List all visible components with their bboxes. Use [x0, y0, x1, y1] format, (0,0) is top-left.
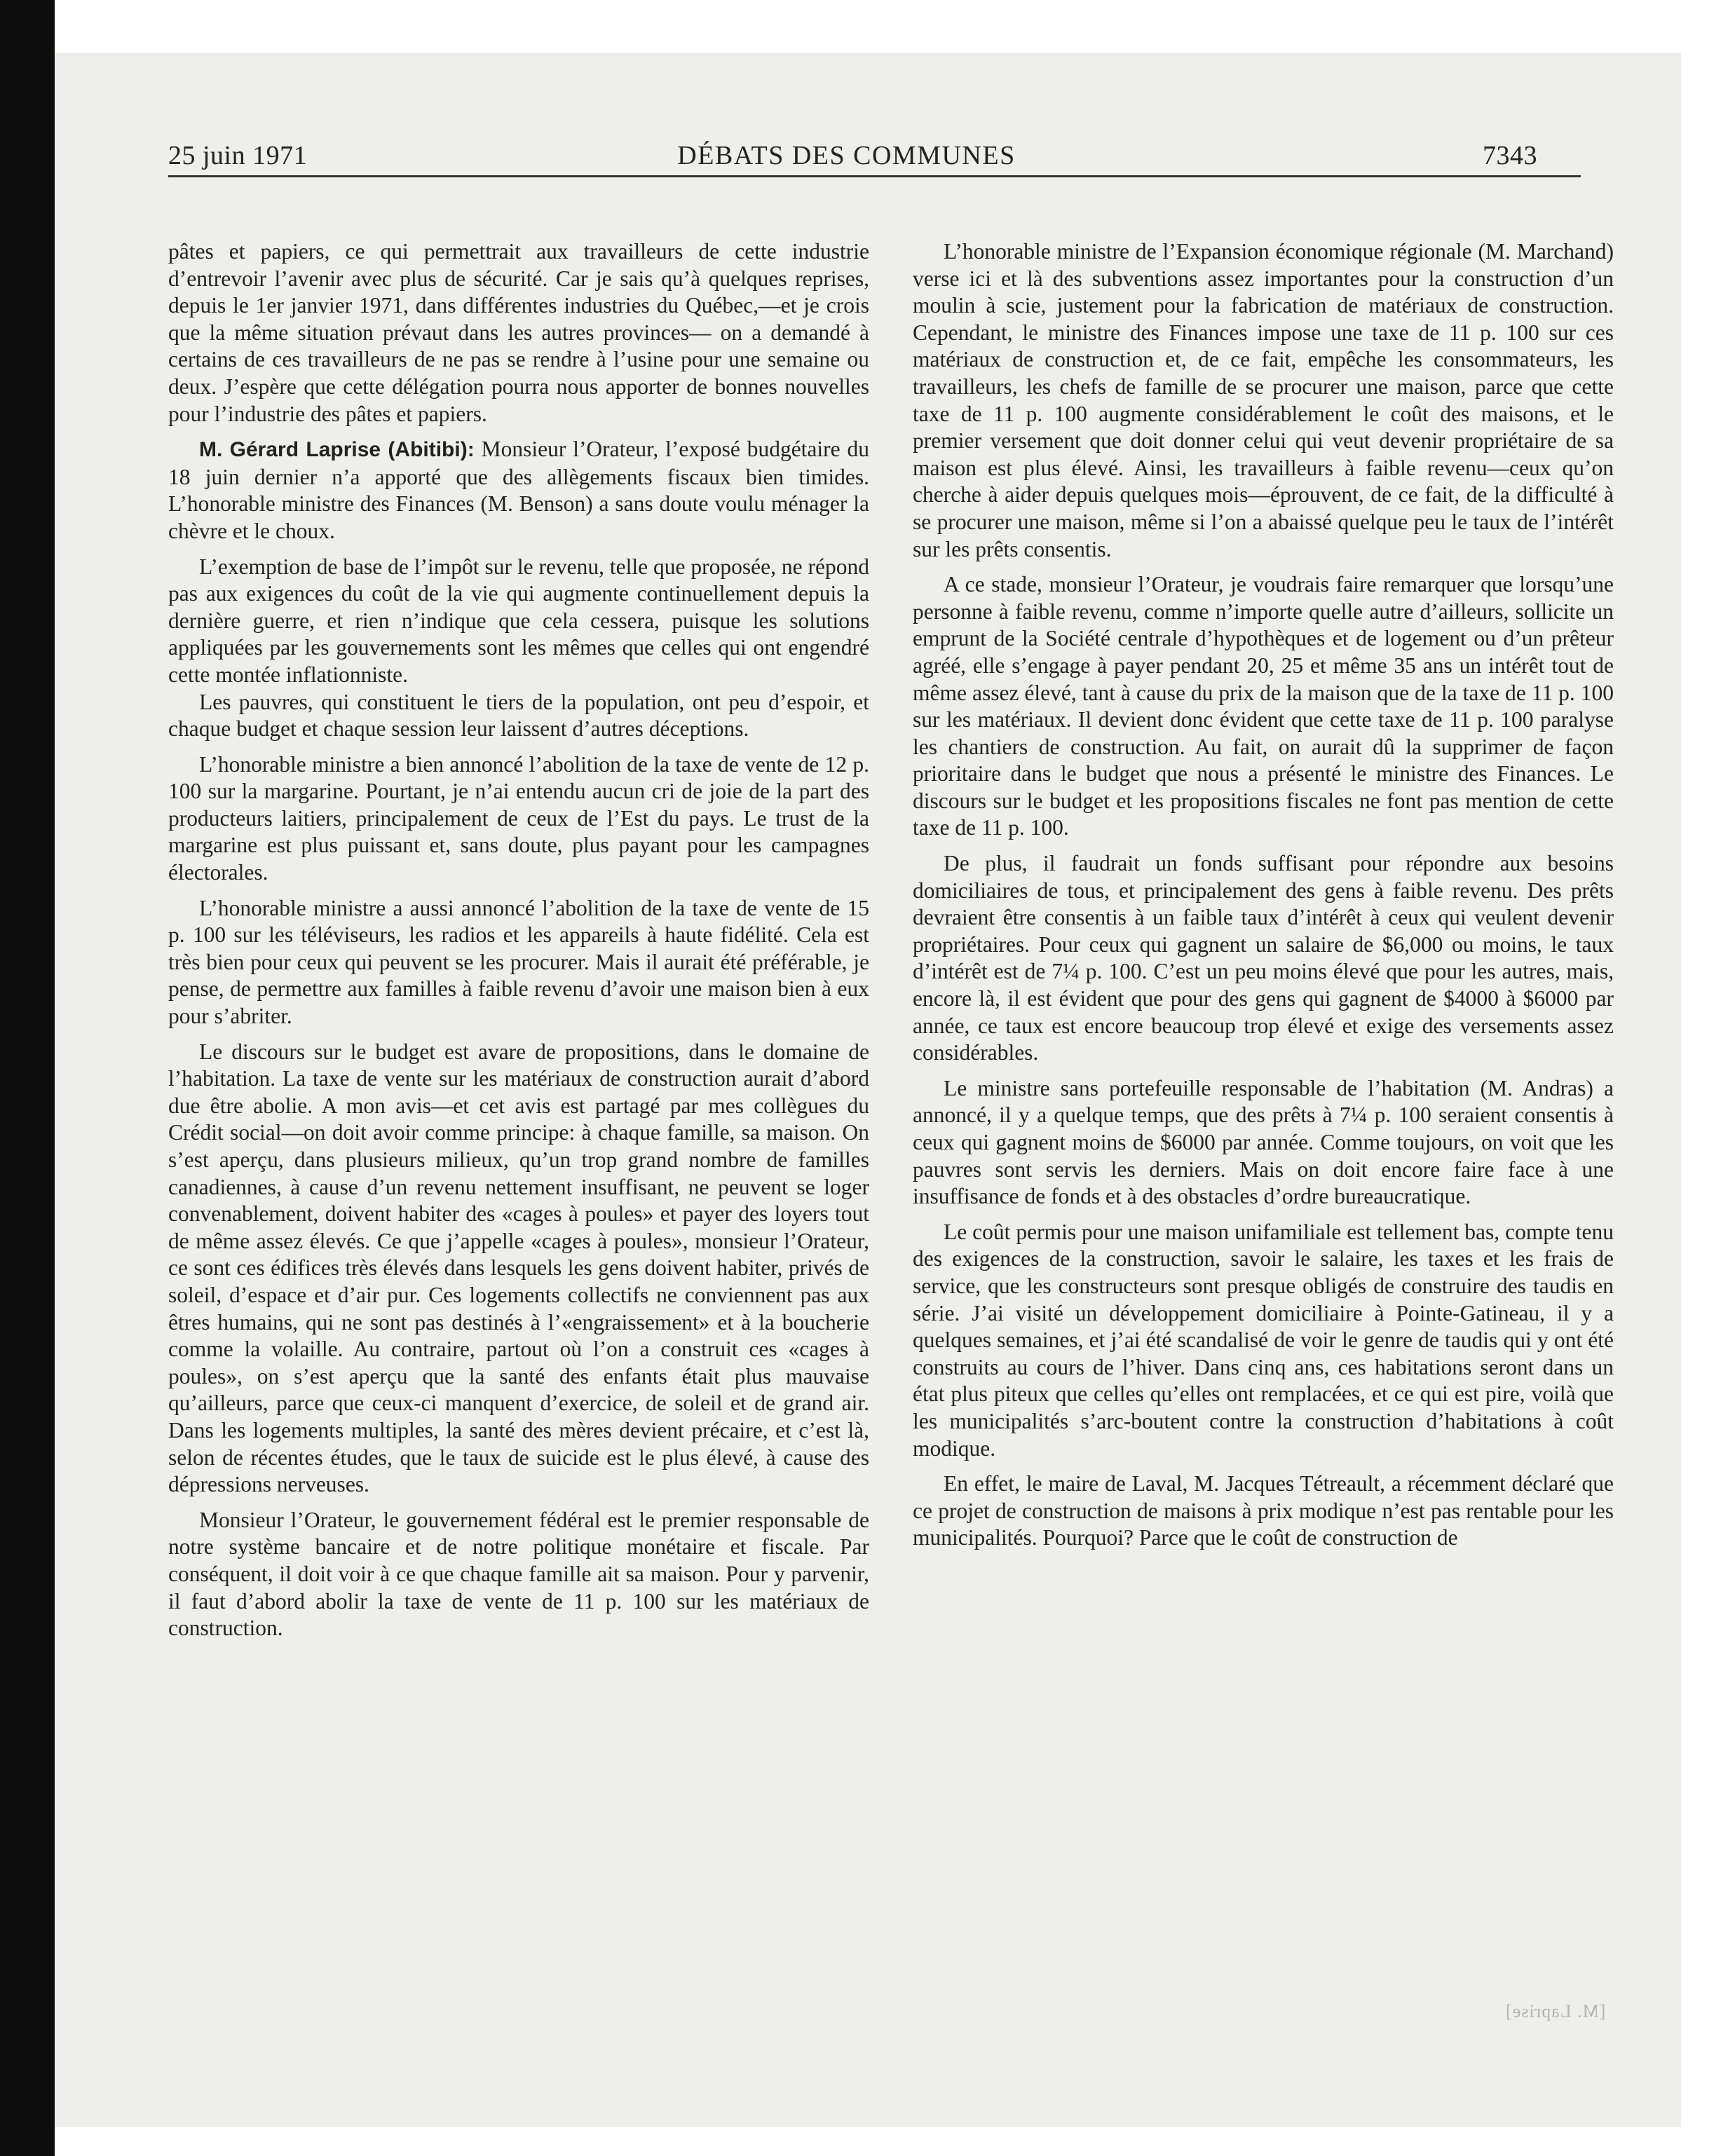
header-page-number: 7343 — [1483, 141, 1537, 170]
scan-border — [0, 0, 55, 2156]
paragraph: L’exemption de base de l’impôt sur le revenu, telle que proposée, ne répond pas aux exigences du coût de la vie qui augmente continuellement depuis la dernière guerre, et rien n’indique que cela cessera, puisque les solutions appliquées par les gouvernements sont les mêmes que celles qui ont engendré cette montée inflationniste. — [168, 554, 869, 687]
paragraph: A ce stade, monsieur l’Orateur, je voudrais faire remarquer que lorsqu’une personne à faible revenu, comme n’importe quelle autre d’ailleurs, sollicite un emprunt de la Société centrale d’hypothèques et de logement ou d’un prêteur agréé, elle s’engage à payer pendant 20, 25 et même 35 ans un intérêt tout de même assez élevé, tant à cause du prix de la maison que de la taxe de 11 p. 100 sur les matériaux. Il devient donc évident que cette taxe de 11 p. 100 paralyse les chantiers de construction. Au fait, on aurait dû la supprimer de façon prioritaire dans le budget que nous a présenté le ministre des Finances. Le discours sur le budget et les propositions fiscales ne font pas mention de cette taxe de 11 p. 100. — [913, 572, 1614, 840]
page-header — [112, 86, 1581, 170]
paragraph: L’honorable ministre de l’Expansion économique régionale (M. Marchand) verse ici et là des subventions assez importantes pour la construction d’un moulin à scie, justement pour la fabrication de matériaux de construction. Cependant, le ministre des Finances impose une taxe de 11 p. 100 sur ces matériaux de construction et, de ce fait, empêche les consommateurs, les travailleurs, les chefs de famille de se procurer une maison, parce que cette taxe de 11 p. 100 augmente considérablement le coût des maisons, et le premier versement que doit donner celui qui veut devenir propriétaire de sa maison est plus élevé. Ainsi, les travailleurs à faible revenu—ceux qu’on cherche à aider depuis quelques mois—éprouvent, de ce fait, de la difficulté à se procurer une maison, même si l’on a abaissé quelque peu le taux de l’intérêt sur les prêts consentis. — [913, 239, 1614, 561]
paragraph: Le discours sur le budget est avare de propositions, dans le domaine de l’habitation. La taxe de vente sur les matériaux de construction aurait d’abord due être abolie. A mon avis—et cet avis est partagé par mes collègues du Crédit social—on doit avoir comme principe: à chaque famille, sa maison. On s’est aperçu, dans plusieurs milieux, qu’un trop grand nombre de familles canadiennes, à cause d’un revenu nettement insuffisant, ne peuvent se loger convenablement, doivent habiter des «cages à poules» et payer des loyers tout de même assez élevés. Ce que j’appelle «cages à poules», monsieur l’Orateur, ce sont ces édifices très élevés dans lesquels les gens doivent habiter, privés de soleil, d’espace et d’air pur. Ces logements collectifs ne conviennent pas aux êtres humains, qui ne sont pas destinés à l’«engraissement» et à la boucherie comme la volaille. Au contraire, partout où l’on a construit ces «cages à poules», on s’est aperçu que la santé des enfants était plus mauvaise qu’ailleurs, parce que ceux-ci manquent d’exercice, de soleil et de grand air. Dans les logements multiples, la santé des mères devient précaire, et c’est là, selon de récentes études, que le taux de suicide est le plus élevé, à cause des dépressions nerveuses. — [168, 1039, 869, 1497]
paragraph: Le ministre sans portefeuille responsable de l’habitation (M. Andras) a annoncé, il y a quelque temps, que des prêts à 7¼ p. 100 seraient consentis à ceux qui gagnent moins de $6000 par année. Comme toujours, on voit que les pauvres sont servis les derniers. Mais on doit encore faire face à une insuffisance de fonds et à des obstacles d’ordre bureaucratique. — [913, 1075, 1614, 1209]
paragraph: Monsieur l’Orateur, le gouvernement fédéral est le premier responsable de notre système bancaire et de notre politique monétaire et fiscale. Par conséquent, il doit voir à ce que chaque famille ait sa maison. Pour y parvenir, il faut d’abord abolir la taxe de vente de 11 p. 100 sur les matériaux de construction. — [168, 1507, 869, 1641]
right-column — [913, 238, 1614, 1560]
left-column — [168, 238, 869, 1651]
paragraph: De plus, il faudrait un fonds suffisant pour répondre aux besoins domiciliaires de tous, et principalement des gens à faible revenu. Des prêts devraient être consentis à un faible taux d’intérêt à ceux qui veulent devenir propriétaires. Pour ceux qui gagnent un salaire de $6,000 ou moins, le taux d’intérêt est de 7¼ p. 100. C’est un peu moins élevé que pour les autres, mais, encore là, il est évident que pour des gens qui gagnent de $4000 à $6000 par année, ce taux est encore beaucoup trop élevé et exige des versements assez considérables. — [913, 851, 1614, 1065]
paragraph: En effet, le maire de Laval, M. Jacques Tétreault, a récemment déclaré que ce projet de construction de maisons à prix modique n’est pas rentable pour les municipalités. Pourquoi? Parce que le coût de construction de — [913, 1471, 1614, 1550]
paragraph — [168, 436, 869, 545]
paragraph: pâtes et papiers, ce qui permettrait aux travailleurs de cette industrie d’entrevoir l’avenir avec plus de sécurité. Car je sais qu’à quelques reprises, depuis le 1er janvier 1971, dans différentes industries du Québec,—et je crois que la même situation prévaut dans les autres provinces— on a demandé à certains de ces travailleurs de ne pas se rendre à l’usine pour une semaine ou deux. J’espère que cette délégation pourra nous apporter de bonnes nouvelles pour l’industrie des pâtes et papiers. — [168, 239, 869, 426]
paragraph: Le coût permis pour une maison unifamiliale est tellement bas, compte tenu des exigences de la construction, savoir le salaire, les taxes et les frais de service, que les constructeurs sont presque obligés de construire des taudis en série. J’ai visité un développement domiciliaire à Pointe-Gatineau, il y a quelques semaines, et j’ai été scandalisé de voir le genre de taudis qui y ont été construits au cours de l’hiver. Dans cinq ans, ces habitations seront dans un état plus piteux que celles qu’elles ont remplacées, et ce qui est pire, voilà que les municipalités s’arc-boutent contre la construction d’habitations à coût modique. — [913, 1219, 1614, 1461]
paragraph: Les pauvres, qui constituent le tiers de la population, ont peu d’espoir, et chaque budget et chaque session leur laissent d’autres déceptions. — [168, 689, 869, 742]
speaker-name: M. Gérard Laprise (Abitibi): — [199, 438, 475, 462]
paragraph-text: Monsieur l’Orateur, l’exposé budgétaire du 18 juin dernier n’a apporté que des allègements fiscaux bien timides. L’honorable ministre des Finances (M. Benson) a sans doute voulu ménager la chèvre et le choux. — [168, 437, 869, 543]
header-title: DÉBATS DES COMMUNES — [677, 141, 1016, 170]
paragraph: L’honorable ministre a bien annoncé l’abolition de la taxe de vente de 12 p. 100 sur la margarine. Pourtant, je n’ai entendu aucun cri de joie de la part des producteurs laitiers, principalement de ceux de l’Est du pays. Le trust de la margarine est plus puissant et, sans doute, plus payant pour les campagnes électorales. — [168, 751, 869, 885]
bleed-through-mark: [M. Laprise] — [1504, 2001, 1605, 2021]
header-date: 25 juin 1971 — [168, 141, 308, 170]
header-rule — [168, 175, 1581, 177]
paragraph: L’honorable ministre a aussi annoncé l’abolition de la taxe de vente de 15 p. 100 sur les téléviseurs, les radios et les appareils à haute fidélité. Cela est très bien pour ceux qui peuvent se les procurer. Mais il aurait été préférable, je pense, de permettre aux familles à faible revenu d’avoir une maison bien à eux pour s’abriter. — [168, 895, 869, 1029]
